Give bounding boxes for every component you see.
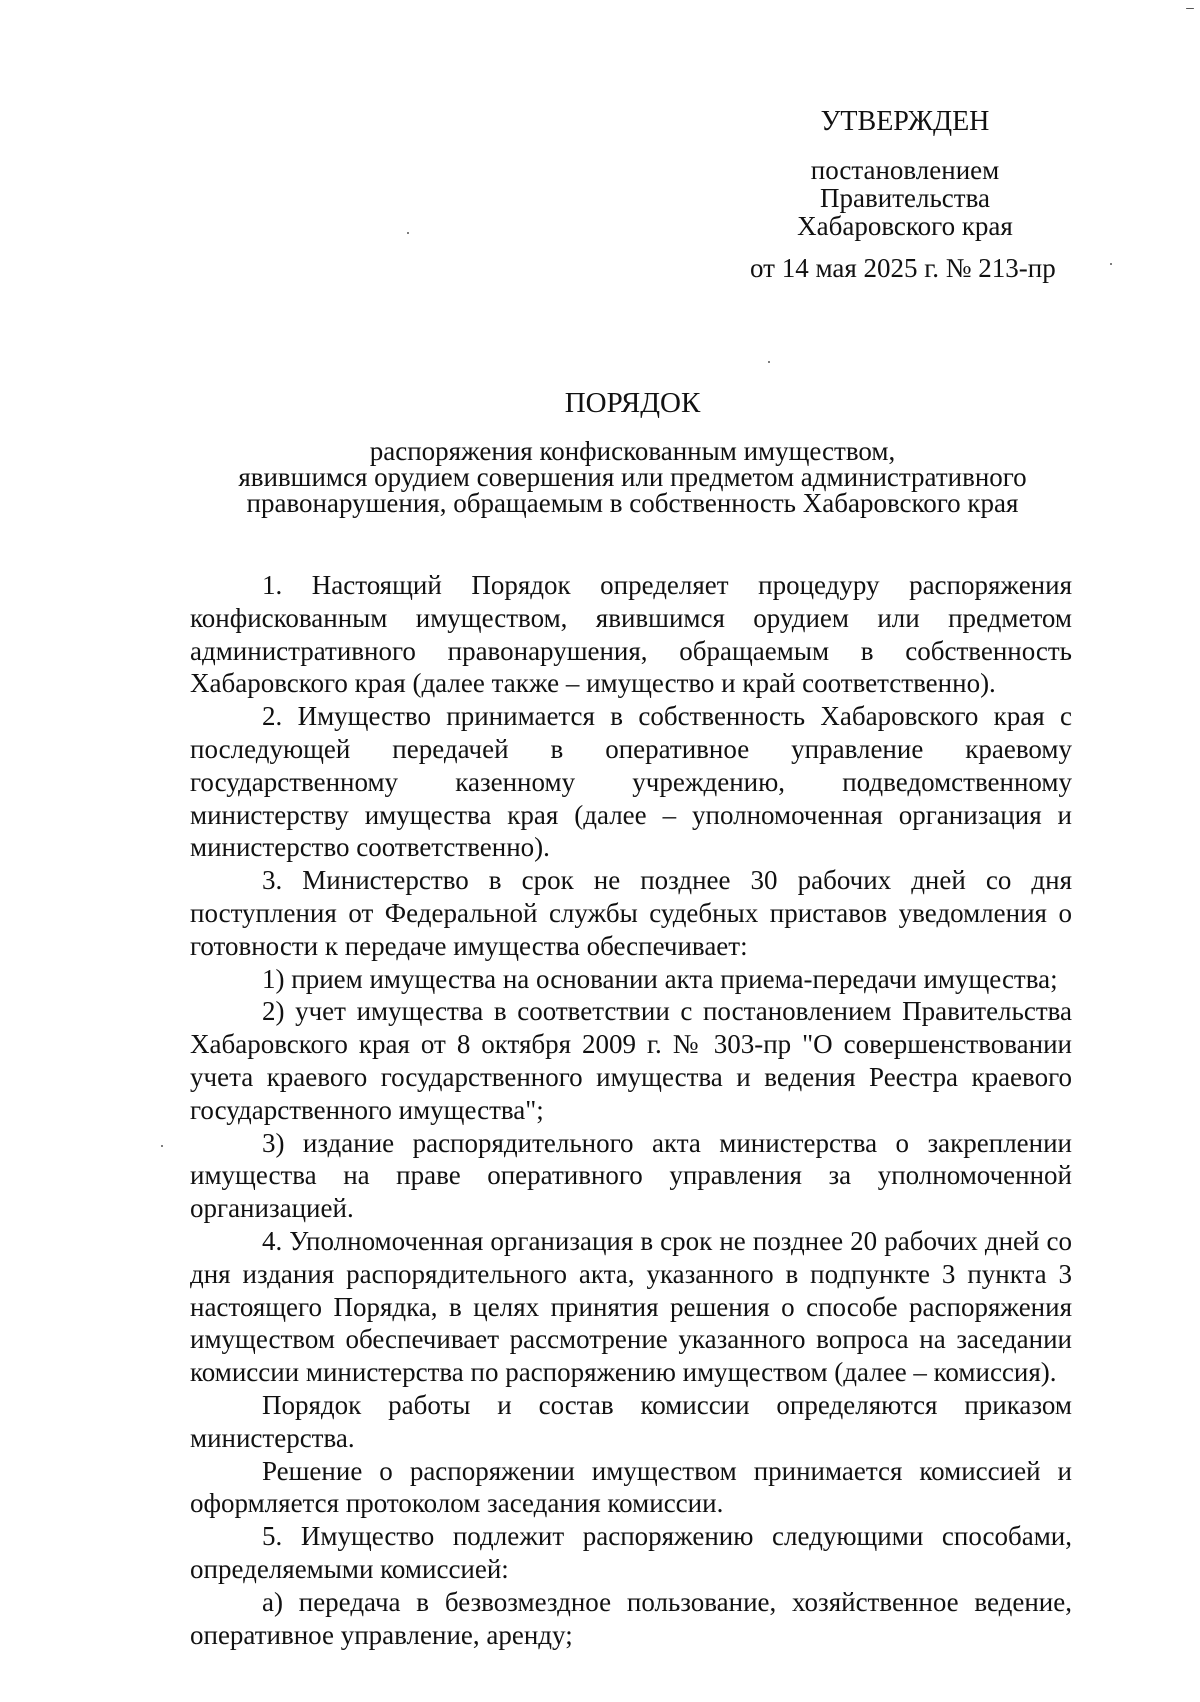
approval-line-1: постановлением (810, 155, 1000, 185)
paragraph-4-note-1: Порядок работы и состав комиссии определяются приказом министерства. (190, 1389, 1072, 1453)
document-subtitle-line-3: правонарушения, обращаемым в собственность Хабаровского края (246, 488, 1019, 518)
paragraph-2: 2. Имущество принимается в собственность Хабаровского края с последующей передачей в оперативное управление краевому государственному казенному учреждению, подведомственному министерству имущества края (далее – уполномоченная организация и министерство соответственно). (190, 701, 1072, 863)
paragraph-3-item-1: 1) прием имущества на основании акта приема-передачи имущества; (262, 963, 1058, 994)
paragraph-1: 1. Настоящий Порядок определяет процедуру распоряжения конфискованным имуществом, явившимся орудием или предметом административного правонарушения, обращаемым в собственность Хабаровского края (далее также – имущество и край соответственно). (190, 570, 1072, 699)
paragraph-5-item-a: а) передача в безвозмездное пользование, хозяйственное ведение, оперативное управление, аренду; (190, 1586, 1072, 1650)
document-title: ПОРЯДОК (564, 387, 701, 419)
approval-date: от 14 мая 2025 г. № 213-пр (750, 253, 1056, 283)
approval-heading: УТВЕРЖДЕН (820, 106, 990, 137)
document-subtitle-line-2: явившимся орудием совершения или предметом административного (238, 462, 1027, 492)
paragraph-4-note-2: Решение о распоряжении имуществом принимается комиссией и оформляется протоколом заседания комиссии. (190, 1455, 1072, 1519)
approval-line-2: Правительства (820, 183, 990, 213)
document-title-block (190, 388, 1075, 516)
paragraph-4: 4. Уполномоченная организация в срок не позднее 20 рабочих дней со дня издания распорядительного акта, указанного в подпункте 3 пункта 3 настоящего Порядка, в целях принятия решения о способе распоряжения имуществом обеспечивает рассмотрение указанного вопроса на заседании комиссии министерства по распоряжению имуществом (далее – комиссия). (190, 1225, 1072, 1388)
approval-stamp (750, 106, 1100, 283)
document-subtitle-line-1: распоряжения конфискованным имуществом, (369, 436, 896, 466)
document-body (190, 569, 1072, 1651)
paragraph-3: 3. Министерство в срок не позднее 30 рабочих дней со дня поступления от Федеральной службы судебных приставов уведомления о готовности к передаче имущества обеспечивает: (190, 865, 1072, 961)
paragraph-3-item-3: 3) издание распорядительного акта министерства о закреплении имущества на праве оперативного управления за уполномоченной организацией. (190, 1127, 1072, 1224)
scan-speck (407, 232, 409, 234)
scan-speck (1110, 263, 1112, 265)
paragraph-3-item-2: 2) учет имущества в соответствии с постановлением Правительства Хабаровского края от 8 октября 2009 г. № 303-пр "О совершенствовании учета краевого государственного имущества и ведения Реестра краевого государственного имущества"; (190, 996, 1072, 1125)
scan-speck (161, 1145, 163, 1147)
approval-line-3: Хабаровского края (797, 211, 1013, 241)
scan-speck (768, 361, 770, 363)
paragraph-5: 5. Имущество подлежит распоряжению следующими способами, определяемыми комиссией: (190, 1521, 1072, 1584)
scan-speck (1186, 8, 1194, 9)
